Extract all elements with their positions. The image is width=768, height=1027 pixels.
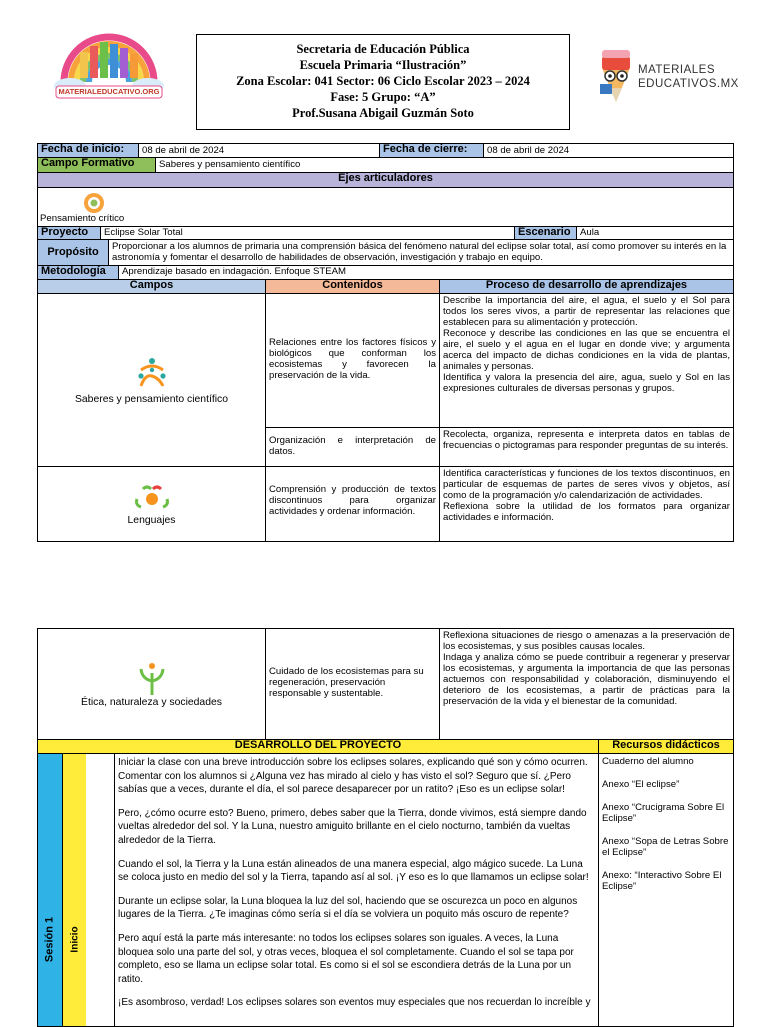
eje-row <box>38 188 733 227</box>
recurso-item: Anexo “El eclipse” <box>602 779 680 790</box>
columns-header-row <box>38 280 733 294</box>
saberes-contenidos <box>265 294 439 466</box>
right-logo-line2: EDUCATIVOS.MX <box>638 78 739 90</box>
session-paragraph: Pero, ¿cómo ocurre esto? Bueno, primero, debes saber que la Tierra, donde vivimos, está siempre dando vueltas alrededor del sol. Y la Luna, nuestro amiguito brillante en el cielo nocturno, también da vueltas alrededor de la Tierra. <box>118 807 587 846</box>
session-1-row <box>38 754 733 1026</box>
recursos-title: Recursos didácticos <box>598 740 733 753</box>
inicio-label: Inicio <box>69 926 81 953</box>
header-line-4: Fase: 5 Grupo: “A” <box>330 90 436 104</box>
proyecto-value: Eclipse Solar Total <box>100 227 514 239</box>
school-header <box>196 34 570 130</box>
recurso-item: Cuaderno del alumno <box>602 756 694 767</box>
dates-row <box>38 144 733 158</box>
session-paragraph: Durante un eclipse solar, la Luna bloquea la luz del sol, haciendo que se oscurezca un poco en algunos lugares de la Tierra. ¿Te imaginas cómo sería si el día se volviera un poquito más oscuro de repente? <box>118 895 578 921</box>
desarrollo-title: DESARROLLO DEL PROYECTO <box>38 740 598 753</box>
header-line-3: Zona Escolar: 041 Sector: 06 Ciclo Escolar 2023 – 2024 <box>236 74 530 88</box>
start-date-label: Fecha de inicio: <box>38 144 138 157</box>
saberes-contenido-1: Relaciones entre los factores físicos y biológicos que conforman los ecosistemas y favorecen la preservación de la vida. <box>269 337 436 381</box>
planning-table <box>37 143 734 542</box>
saberes-proceso-2: Recolecta, organiza, representa e interpreta datos en tablas de frecuencias o pictogramas para responder preguntas de su interés. <box>443 429 730 451</box>
recursos-list <box>598 754 733 1026</box>
proposito-label: Propósito <box>38 240 108 265</box>
campo-row-etica <box>38 629 733 740</box>
left-logo-text: MATERIALEDUCATIVO.ORG <box>58 87 160 96</box>
escenario-label: Escenario <box>514 227 576 239</box>
proposito-value: Proporcionar a los alumnos de primaria una comprensión básica del fenómeno natural del eclipse solar total, así como promover su interés en la astronomía y fomentar el desarrollo de habilidades de observación, investigación y trabajo en equipo. <box>108 240 733 265</box>
materiales-educativos-logo <box>598 46 738 104</box>
materialeducativo-logo <box>50 30 168 110</box>
col-campos: Campos <box>38 280 265 293</box>
session-1-text <box>114 754 598 1026</box>
metodologia-row <box>38 266 733 280</box>
campo-row-saberes <box>38 294 733 467</box>
lenguajes-contenido: Comprensión y producción de textos discontinuos para organizar actividades y ordenar información. <box>269 484 436 517</box>
end-date-label: Fecha de cierre: <box>379 144 483 157</box>
lenguajes-proceso: Identifica características y funciones de los textos discontinuos, en particular de esquemas de partes de seres vivos y objetos, así como de la programación y/o calendarización de actividades. Reflexiona sobre la utilidad de los formatos para organizar actividades e información. <box>439 467 733 541</box>
col-contenidos: Contenidos <box>265 280 439 293</box>
etica-cell <box>38 629 265 739</box>
session-paragraph: Pero aquí está la parte más interesante: no todos los eclipses solares son iguales. A veces, la Luna bloquea solo una parte del sol, y otras veces, bloquea el sol completamente. Cuando el sol se tapa por completo, eso se llama un eclipse solar total. Es como si el sol se escondiera detrás de la Luna por un ratito. <box>118 932 574 985</box>
header-line-2: Escuela Primaria “Ilustración” <box>299 58 467 72</box>
etica-contenido-cell <box>265 629 439 739</box>
saberes-cell <box>38 294 265 466</box>
session-1-label: Sesión 1 <box>43 916 56 963</box>
right-logo-line1: MATERIALES <box>638 64 715 76</box>
etica-icon <box>138 661 166 695</box>
session-paragraph: ¡Es asombroso, verdad! Los eclipses solares son eventos muy especiales que nos recuerdan lo increíble y <box>118 997 591 1009</box>
end-date-value: 08 de abril de 2024 <box>483 144 733 157</box>
lenguajes-cell <box>38 467 265 541</box>
col-proceso: Proceso de desarrollo de aprendizajes <box>439 280 733 293</box>
proyecto-label: Proyecto <box>38 227 100 239</box>
saberes-icon <box>135 356 169 390</box>
proposito-row <box>38 240 733 266</box>
header-line-5: Prof.Susana Abigail Guzmán Soto <box>292 106 474 120</box>
header-line-1: Secretaria de Educación Pública <box>296 42 470 56</box>
desarrollo-header-row <box>38 740 733 754</box>
campo-formativo-row <box>38 158 733 173</box>
metodologia-label: Metodología <box>38 266 118 279</box>
session-paragraph: Cuando el sol, la Tierra y la Luna están alineados de una manera especial, algo mágico sucede. La Luna se coloca justo en medio del sol y la Tierra, tapando así al sol. ¡Y eso es lo que llamamos un eclipse solar! <box>118 858 589 884</box>
etica-proceso: Reflexiona situaciones de riesgo o amenazas a la preservación de los ecosistemas, y sus posibles causas locales. Indaga y analiza cómo se puede contribuir a regenerar y preservar los ecosistemas, y argumenta la importancia de que las personas actuemos con responsabilidad y colaboración, disminuyendo el deterioro de los ecosistemas, a partir de prácticas para la preservación de la vida y el bienestar de la comunidad. <box>439 629 733 739</box>
etica-contenido: Cuidado de los ecosistemas para su regeneración, preservación responsable y sustentable. <box>269 666 424 699</box>
recurso-item: Anexo “Crucigrama Sobre El Eclipse” <box>602 802 725 824</box>
etica-label: Ética, naturaleza y sociedades <box>81 696 222 708</box>
recurso-item: Anexo: “Interactivo Sobre El Eclipse” <box>602 870 722 892</box>
metodologia-value: Aprendizaje basado en indagación. Enfoque STEAM <box>118 266 733 279</box>
campo-formativo-label: Campo Formativo <box>38 158 155 172</box>
planning-table-continued <box>37 628 734 1027</box>
saberes-proceso <box>439 294 733 466</box>
session-paragraph: Iniciar la clase con una breve introducción sobre los eclipses solares, explicando qué son y cómo ocurren. Comentar con los alumnos si ¿Alguna vez has mirado al cielo y has visto el sol? Seguro que sí. ¿Pero sabías que a veces, durante el día, el sol parece desaparecer por un ratito? ¡Eso es un eclipse solar! <box>118 757 588 796</box>
lenguajes-contenido-cell <box>265 467 439 541</box>
campo-row-lenguajes <box>38 467 733 541</box>
pensamiento-critico-icon <box>82 191 106 215</box>
session-1-label-cell <box>38 754 62 1026</box>
lenguajes-icon <box>133 483 171 513</box>
pencil-mascot-icon <box>598 48 634 102</box>
proyecto-row <box>38 227 733 240</box>
saberes-contenido-2: Organización e interpretación de datos. <box>269 435 436 457</box>
start-date-value: 08 de abril de 2024 <box>138 144 379 157</box>
lenguajes-label: Lenguajes <box>127 514 176 526</box>
ejes-header: Ejes articuladores <box>38 173 733 188</box>
saberes-proceso-1: Describe la importancia del aire, el agua, el suelo y el Sol para todos los seres vivos, a partir de representar las relaciones que establecen para su alimentación y protección. Reconoce y describe las condiciones en las que se encuentra el aire, el suelo y el agua en el lugar en donde vive; y argumenta acerca del impacto de dichas condiciones en la vida de plantas, animales y personas. Identifica y valora la presencia del aire, agua, suelo y Sol en las expresiones culturales de diversas personas y grupos. <box>443 295 730 394</box>
recurso-item: Anexo “Sopa de Letras Sobre el Eclipse” <box>602 836 729 858</box>
campo-formativo-value: Saberes y pensamiento científico <box>155 158 733 172</box>
saberes-label: Saberes y pensamiento científico <box>74 393 229 405</box>
escenario-value: Aula <box>576 227 733 239</box>
eje-text: Pensamiento crítico <box>40 213 125 224</box>
inicio-label-cell <box>62 754 86 1026</box>
